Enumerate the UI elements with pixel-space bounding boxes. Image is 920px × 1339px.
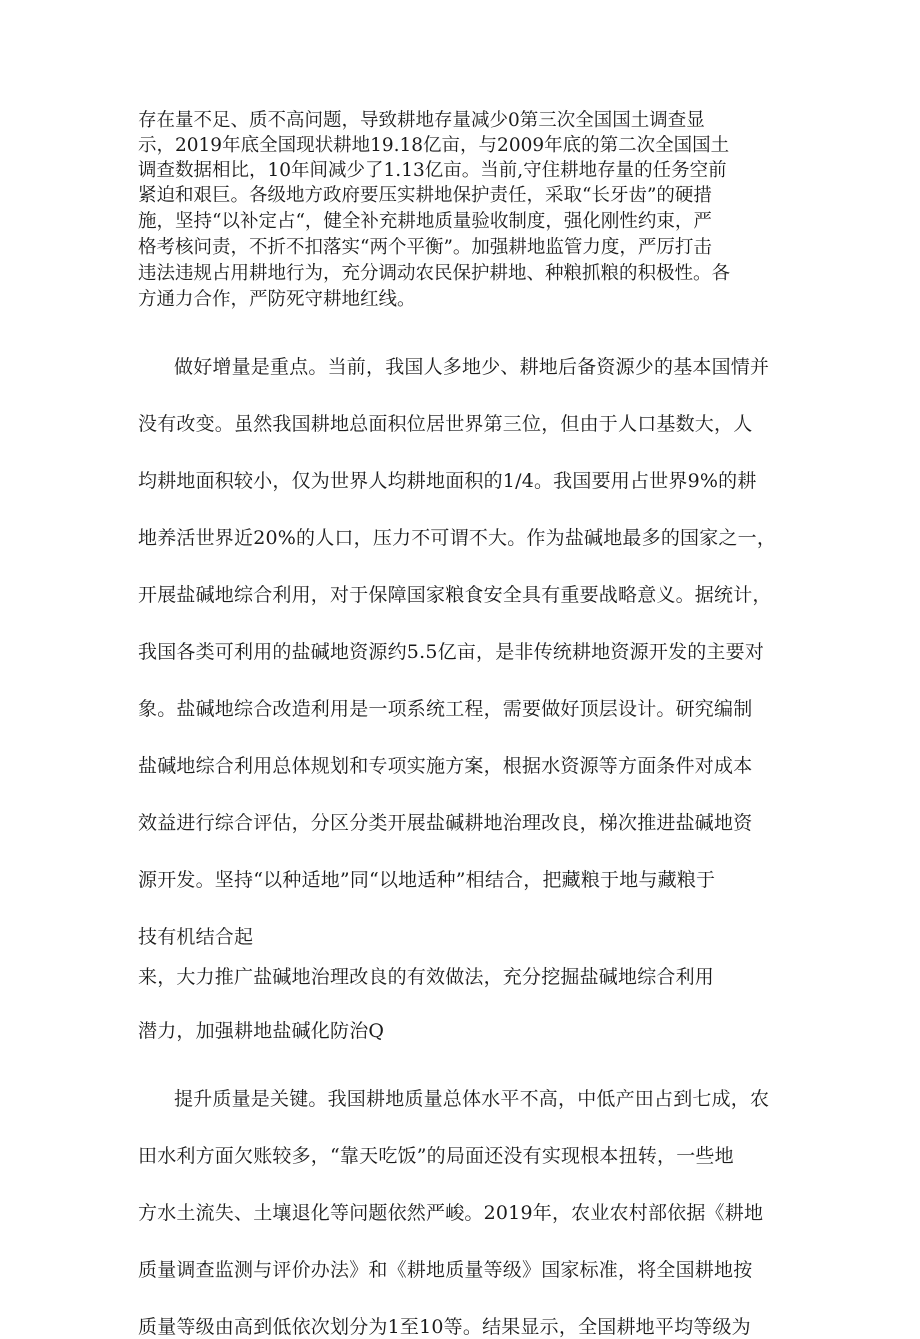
text-line: 违法违规占用耕地行为，充分调动农民保护耕地、种粮抓粮的积极性。各 [138, 263, 731, 284]
text-line: 源开发。坚持“以种适地”同“以地适种”相结合，把藏粮于地与藏粮于 [138, 869, 716, 891]
text-line: 格考核问责，不折不扣落实“两个平衡”。加强耕地监管力度，严厉打击 [138, 237, 712, 258]
text-line: 我国各类可利用的盐碱地资源约5.5亿亩，是非传统耕地资源开发的主要对 [138, 641, 765, 663]
text-line: 紧迫和艰巨。各级地方政府要压实耕地保护责任，采取“长牙齿”的硬措 [138, 185, 712, 206]
text-line: 田水利方面欠账较多，“靠天吃饭”的局面还没有实现根本扭转，一些地 [138, 1145, 734, 1167]
text-line: 开展盐碱地综合利用，对于保障国家粮食安全具有重要战略意义。据统计， [138, 584, 772, 606]
text-line: 施，坚持“以补定占“，健全补充耕地质量验收制度，强化刚性约束，严 [138, 211, 712, 232]
text-line: 示，2019年底全国现状耕地19.18亿亩，与2009年底的第二次全国国土 [138, 135, 730, 156]
text-line: 方通力合作，严防死守耕地红线。 [138, 289, 416, 310]
text-line: 提升质量是关键。我国耕地质量总体水平不高，中低产田占到七成，农 [174, 1088, 770, 1110]
text-line: 存在量不足、质不高问题，导致耕地存量减少0第三次全国国土调查显 [138, 110, 705, 131]
text-line: 质量等级由高到低依次划分为1至10等。结果显示，全国耕地平均等级为 [138, 1316, 751, 1338]
text-line: 来，大力推广盐碱地治理改良的有效做法，充分挖掘盐碱地综合利用 [138, 966, 715, 988]
text-line: 效益进行综合评估，分区分类开展盐碱耕地治理改良，梯次推进盐碱地资 [138, 812, 753, 834]
text-line: 没有改变。虽然我国耕地总面积位居世界第三位，但由于人口基数大，人 [138, 413, 753, 435]
text-line: 做好增量是重点。当前，我国人多地少、耕地后备资源少的基本国情并 [174, 356, 770, 378]
text-line: 调查数据相比，10年间减少了1.13亿亩。当前,守住耕地存量的任务空前 [138, 160, 727, 181]
text-line: 技有机结合起 [138, 926, 254, 948]
text-line: 质量调查监测与评价办法》和《耕地质量等级》国家标准，将全国耕地按 [138, 1259, 753, 1281]
text-line: 方水土流失、土壤退化等问题依然严峻。2019年，农业农村部依据《耕地 [138, 1202, 764, 1224]
text-line: 地养活世界近20%的人口，压力不可谓不大。作为盐碱地最多的国家之一， [138, 527, 777, 549]
text-line: 均耕地面积较小，仅为世界人均耕地面积的1/4。我国要用占世界9%的耕 [138, 470, 757, 492]
text-line: 象。盐碱地综合改造利用是一项系统工程，需要做好顶层设计。研究编制 [138, 698, 753, 720]
text-line: 盐碱地综合利用总体规划和专项实施方案，根据水资源等方面条件对成本 [138, 755, 753, 777]
text-line: 潜力，加强耕地盐碱化防治Q [138, 1020, 385, 1042]
